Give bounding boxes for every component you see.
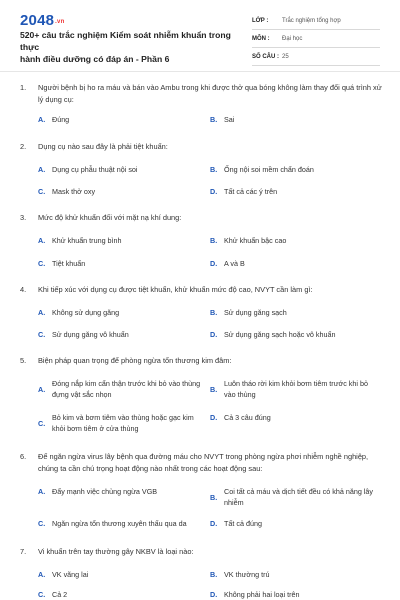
meta-table: [252, 12, 380, 66]
question-text: Dụng cụ nào sau đây là phải tiệt khuẩn:: [38, 142, 168, 151]
option-3d[interactable]: D. A và B: [210, 259, 245, 268]
option-7b[interactable]: B. VK thường trú: [210, 570, 270, 579]
document-header: [0, 0, 400, 70]
header-divider: [0, 71, 400, 72]
question-text: Mức độ khử khuẩn đối với mặt nạ khí dung:: [38, 213, 182, 222]
question-1: 1. Người bệnh bị ho ra máu và bán vào Ambu trong khi được thở qua bóng không làm thay đổi quá trình xử lý dụng cụ:: [20, 83, 382, 104]
question-text: Để ngăn ngừa virus lây bệnh qua đường máu cho NVYT trong phòng ngừa phơi nhiễm nghề nghiệp, chúng ta cần chú trọng hoạt động nào nhất trong các hoạt động sau:: [38, 452, 369, 473]
option-6a[interactable]: A. Đẩy mạnh việc chủng ngừa VGB: [38, 487, 158, 496]
question-text: Khi tiếp xúc với dụng cụ được tiệt khuẩn, khử khuẩn mức độ cao, NVYT cần làm gì:: [38, 285, 313, 294]
option-6c[interactable]: C. Ngăn ngừa tổn thương xuyên thấu qua da: [38, 519, 187, 528]
option-1b[interactable]: B. Sai: [210, 115, 235, 124]
option-5d[interactable]: D. Cả 3 câu đúng: [210, 413, 271, 422]
option-3c[interactable]: C. Tiệt khuẩn: [38, 259, 86, 268]
option-5a[interactable]: A. Đóng nắp kim cẩn thận trước khi bỏ vào thùng đựng vật sắc nhọn: [38, 379, 201, 399]
question-text: Vi khuẩn trên tay thường gây NKBV là loại nào:: [38, 547, 194, 556]
option-6d[interactable]: D. Tất cả đúng: [210, 519, 262, 528]
option-4c[interactable]: C. Sử dụng găng vô khuẩn: [38, 330, 129, 339]
question-4: 4. Khi tiếp xúc với dụng cụ được tiệt khuẩn, khử khuẩn mức độ cao, NVYT cần làm gì:: [20, 284, 382, 296]
site-logo[interactable]: 2048.vn: [20, 12, 65, 29]
option-2a[interactable]: A. Dụng cụ phẫu thuật nội soi: [38, 165, 138, 174]
option-4a[interactable]: A. Không sử dụng găng: [38, 308, 120, 317]
option-3b[interactable]: B. Khử khuẩn bậc cao: [210, 236, 287, 245]
question-5: 5. Biện pháp quan trọng để phòng ngừa tổn thương kim đâm:: [20, 355, 382, 367]
option-6b[interactable]: B. Coi tất cả máu và dịch tiết đều có khả năng lây nhiễm: [210, 487, 374, 507]
option-7c[interactable]: C. Cả 2: [38, 590, 68, 599]
question-3: 3. Mức độ khử khuẩn đối với mặt nạ khí dung:: [20, 212, 382, 224]
question-6: 6. Để ngăn ngừa virus lây bệnh qua đường máu cho NVYT trong phòng ngừa phơi nhiễm nghề nghiệp, chúng ta cần chú trọng hoạt động nào nhất trong các hoạt động sau:: [20, 451, 382, 475]
option-2d[interactable]: D. Tất cả các ý trên: [210, 187, 278, 196]
option-2b[interactable]: B. Ống nội soi mềm chẩn đoán: [210, 165, 314, 174]
option-7a[interactable]: A. VK vãng lai: [38, 570, 89, 579]
page-title: 520+ câu trắc nghiệm Kiểm soát nhiễm khuẩn trong thực hành điều dưỡng có đáp án - Phần 6: [20, 30, 231, 64]
option-2c[interactable]: C. Mask thở oxy: [38, 187, 96, 196]
question-text: Biện pháp quan trọng để phòng ngừa tổn thương kim đâm:: [38, 356, 232, 365]
question-2: 2. Dụng cụ nào sau đây là phải tiệt khuẩn:: [20, 141, 382, 153]
option-1a[interactable]: A. Đúng: [38, 115, 70, 124]
option-5c[interactable]: C. Bỏ kim và bơm tiêm vào thùng hoặc gạc kim khỏi bơm tiêm ở cửa thùng: [38, 413, 194, 433]
question-text: Người bệnh bị ho ra máu và bán vào Ambu trong khi được thở qua bóng không làm thay đổi quá trình xử lý dụng cụ:: [38, 83, 382, 104]
option-7d[interactable]: D. Không phải hai loại trên: [210, 590, 300, 599]
meta-row-class: LỚP : Trắc nghiệm tổng hợp: [252, 12, 380, 30]
option-4b[interactable]: B. Sử dụng găng sạch: [210, 308, 287, 317]
meta-row-count: SỐ CÂU : 25: [252, 48, 380, 66]
question-7: 7. Vi khuẩn trên tay thường gây NKBV là loại nào:: [20, 546, 382, 558]
option-5b[interactable]: B. Luôn tháo rời kim khỏi bơm tiêm trước khi bỏ vào thùng: [210, 379, 368, 399]
meta-row-subject: MÔN : Đại học: [252, 30, 380, 48]
option-3a[interactable]: A. Khử khuẩn trung bình: [38, 236, 122, 245]
option-4d[interactable]: D. Sử dụng găng sạch hoặc vô khuẩn: [210, 330, 336, 339]
